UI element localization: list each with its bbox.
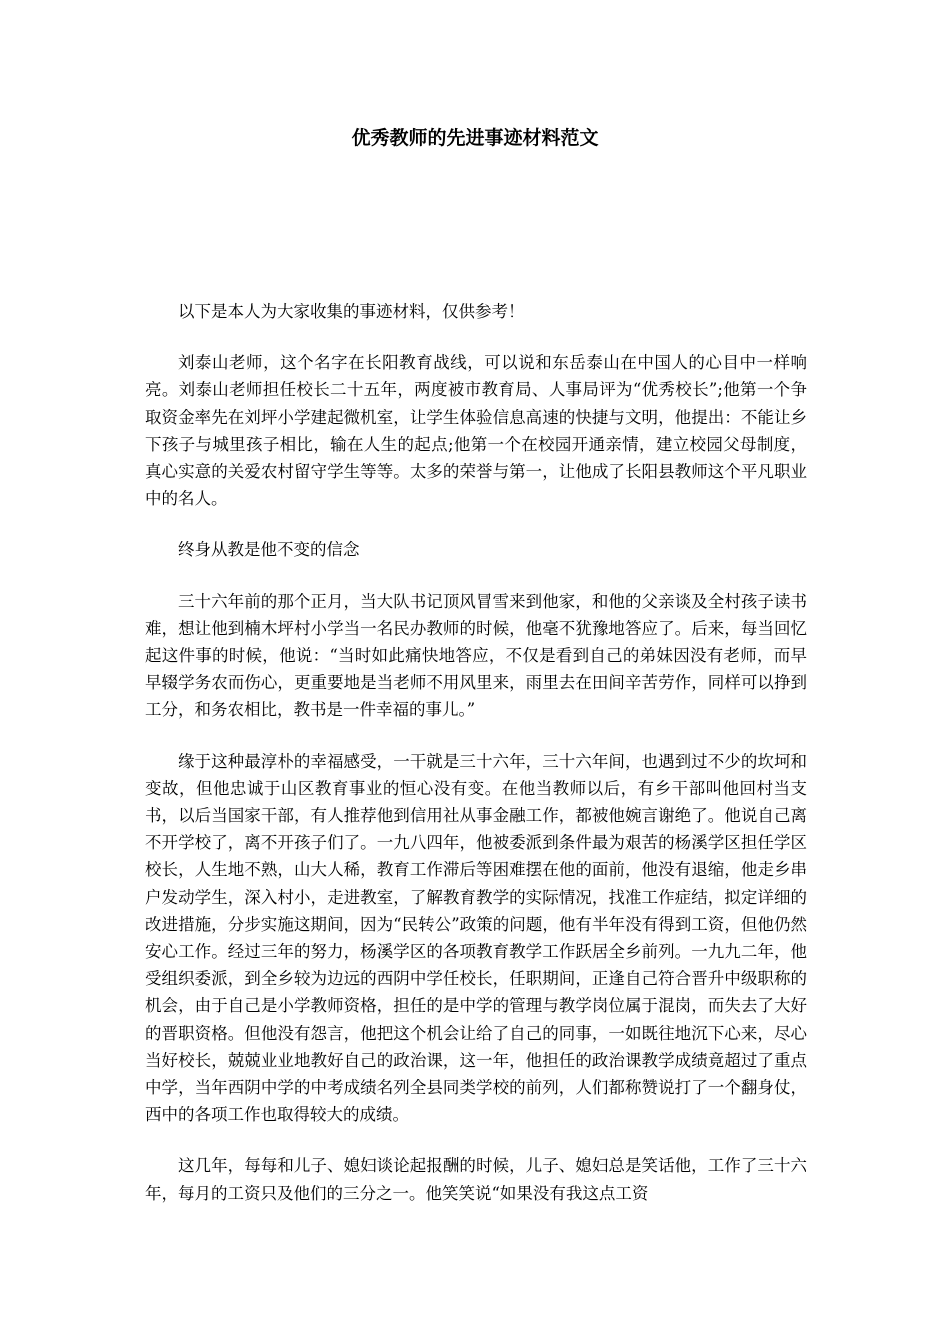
intro-paragraph: 以下是本人为大家收集的事迹材料，仅供参考！ [178, 302, 525, 321]
body-paragraph: 刘泰山老师，这个名字在长阳教育战线，可以说和东岳泰山在中国人的心目中一样响亮。刘泰山老师担任校长二十五年，两度被市教育局、人事局评为“优秀校长”;他第一个争取资金率先在刘坪小学建起微机室，让学生体验信息高速的快捷与文明，他提出：不能让乡下孩子与城里孩子相比，输在人生的起点;他第一个在校园开通亲情，建立校园父母制度，真心实意的关爱农村留守学生等等。太多的荣誉与第一，让他成了长阳县教师这个平凡职业中的名人。 [145, 353, 807, 509]
document-title: 优秀教师的先进事迹材料范文 [351, 127, 599, 149]
section-heading: 终身从教是他不变的信念 [178, 540, 360, 560]
document-body [145, 298, 807, 1231]
body-paragraph: 三十六年前的那个正月，当大队书记顶风冒雪来到他家，和他的父亲谈及全村孩子读书难，想让他到楠木坪村小学当一名民办教师的时候，他毫不犹豫地答应了。后来，每当回忆起这件事的时候，他说：“当时如此痛快地答应，不仅是看到自己的弟妹因没有老师，而早早辍学务农而伤心，更重要地是当老师不用风里来，雨里去在田间辛苦劳作，同样可以挣到工分，和务农相比，教书是一件幸福的事儿。” [145, 591, 807, 720]
body-paragraph: 这几年，每每和儿子、媳妇谈论起报酬的时候，儿子、媳妇总是笑话他，工作了三十六年，每月的工资只及他们的三分之一。他笑笑说“如果没有我这点工资 [145, 1156, 807, 1203]
body-paragraph: 缘于这种最淳朴的幸福感受，一干就是三十六年，三十六年间，也遇到过不少的坎坷和变故，但他忠诚于山区教育事业的恒心没有变。在他当教师以后，有乡干部叫他回村当支书，以后当国家干部，有人推荐他到信用社从事金融工作，都被他婉言谢绝了。他说自己离不开学校了，离不开孩子们了。一九八四年，他被委派到条件最为艰苦的杨溪学区担任学区校长，人生地不熟，山大人稀，教育工作滞后等困难摆在他的面前，他没有退缩，他走乡串户发动学生，深入村小，走进教室，了解教育教学的实际情况，找准工作症结，拟定详细的改进措施，分步实施这期间，因为“民转公”政策的问题，他有半年没有得到工资，但他仍然安心工作。经过三年的努力，杨溪学区的各项教育教学工作跃居全乡前列。一九九二年，他受组织委派，到全乡较为边远的西阴中学任校长，任职期间，正逢自己符合晋升中级职称的机会，由于自己是小学教师资格，担任的是中学的管理与教学岗位属于混岗，而失去了大好的晋职资格。但他没有怨言，他把这个机会让给了自己的同事，一如既往地沉下心来，尽心当好校长，兢兢业业地教好自己的政治课，这一年，他担任的政治课教学成绩竟超过了重点中学，当年西阴中学的中考成绩名列全县同类学校的前列，人们都称赞说打了一个翻身仗，西中的各项工作也取得较大的成绩。 [145, 751, 807, 1125]
